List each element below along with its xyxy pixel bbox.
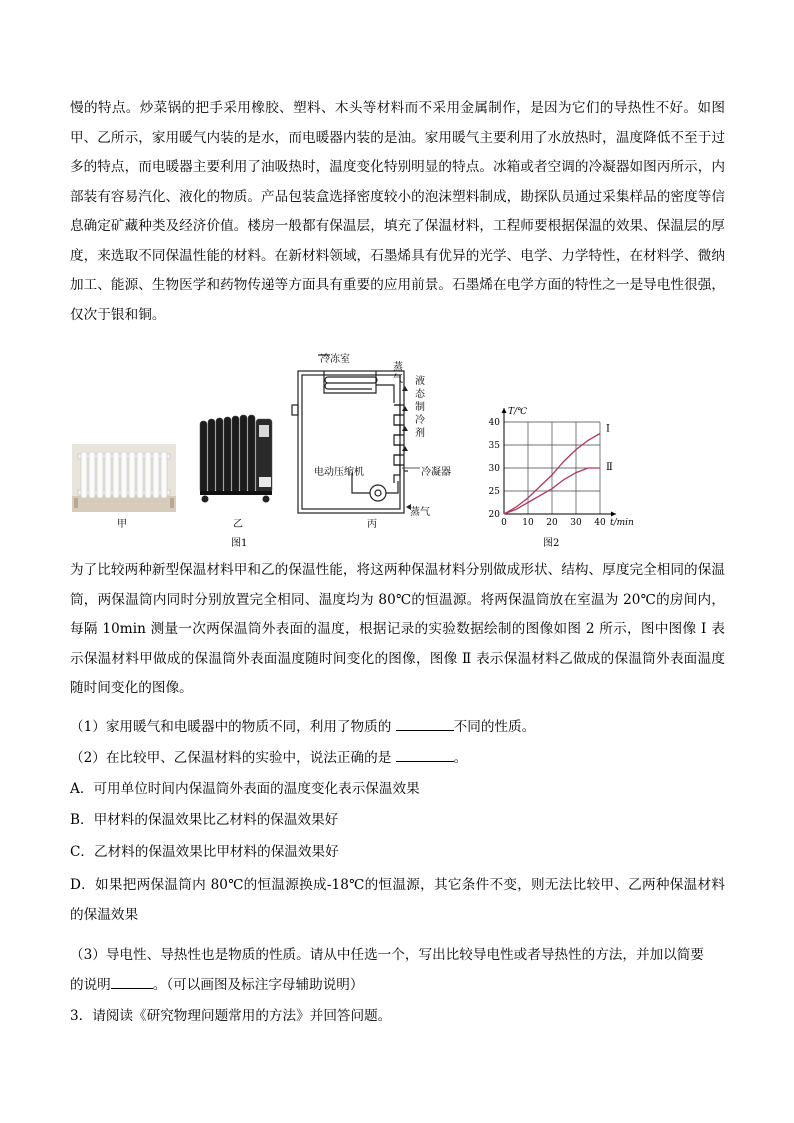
answer-blank-2[interactable] <box>396 751 454 762</box>
x-tick-label: 20 <box>546 518 558 528</box>
x-tick-label: 40 <box>594 518 606 528</box>
question-1-text: （1）家用暖气和电暖器中的物质不同，利用了物质的 <box>70 719 392 735</box>
x-tick-label: 30 <box>570 518 582 528</box>
figure1-label-yi: 乙 <box>233 519 243 530</box>
option-a: A．可用单位时间内保温筒外表面的温度变化表示保温效果 <box>70 781 420 797</box>
figure1-label-bing: 丙 <box>367 519 377 530</box>
x-axis-arrow <box>611 512 616 517</box>
y-tick-label: 35 <box>488 441 500 451</box>
option-c: C．乙材料的保温效果比甲材料的保温效果好 <box>70 844 339 860</box>
answer-blank-1[interactable] <box>396 720 454 731</box>
fridge-label-steam-bottom: 蒸气 <box>410 507 430 518</box>
question-2-text: （2）在比较甲、乙保温材料的实验中，说法正确的是 <box>70 750 392 766</box>
oil-heater-image <box>196 413 280 505</box>
option-d: D．如果把两保温筒内 80℃的恒温源换成-18℃的恒温源，其它条件不变，则无法比较甲、乙两种保温材料的保温效果 <box>70 877 725 923</box>
y-tick-label: 30 <box>488 464 500 474</box>
question-2-tail: 。 <box>453 750 468 766</box>
fridge-diagram <box>290 347 460 517</box>
question-next: 3．请阅读《研究物理问题常用的方法》并回答问题。 <box>70 1008 392 1024</box>
radiator-image <box>72 444 176 512</box>
question-3-tail: 。（可以画图及标注字母辅助说明） <box>152 977 364 993</box>
y-tick-label: 40 <box>488 418 500 428</box>
question-2 <box>70 746 467 766</box>
series-label-2: Ⅱ <box>606 462 613 473</box>
fridge-label-condenser: 冷凝器 <box>421 467 451 478</box>
figure1-caption: 图1 <box>231 538 248 549</box>
fridge-label-liquid-refrigerant: 液态制冷剂 <box>415 376 425 439</box>
experiment-paragraph: 为了比较两种新型保温材料甲和乙的保温性能，将这两种保温材料分别做成形状、结构、厚度完全相同的保温筒，两保温筒内同时分别放置完全相同、温度均为 80℃的恒温源。将两保温筒放在室温为 20℃的房间内，每隔 10min 测量一次两保温筒外表面的温度，根据记录的实验数据绘制的图像如图 2 所示，图中图像 Ⅰ 表示保温材料甲做成的保温筒外表面温度随时间变化的图像，图像 Ⅱ 表示保温材料乙做成的保温筒外表面温度随时间变化的图像。 <box>70 562 725 696</box>
fridge-label-freezer: 冷冻室 <box>320 354 350 365</box>
question-1-tail: 不同的性质。 <box>453 719 536 735</box>
y-tick-label: 25 <box>488 487 500 497</box>
figure1-label-jia: 甲 <box>117 519 127 530</box>
fridge-label-compressor: 电动压缩机 <box>314 467 364 478</box>
answer-blank-3[interactable] <box>111 978 153 989</box>
figure2-caption: 图2 <box>543 538 560 549</box>
y-axis-arrow <box>502 408 507 413</box>
temperature-chart <box>474 398 634 532</box>
question-1 <box>70 715 535 735</box>
option-b: B．甲材料的保温效果比乙材料的保温效果好 <box>70 812 339 828</box>
x-axis-label: t/min <box>610 518 634 528</box>
x-tick-label: 10 <box>522 518 534 528</box>
series-label-1: Ⅰ <box>606 423 610 435</box>
fridge-label-steam-top: 蒸气 <box>393 362 403 385</box>
question-3: （3）导电性、导热性也是物质的性质。请从中任选一个，写出比较导电性或者导热性的方法，并加以简要 <box>70 947 704 963</box>
y-tick-label: 20 <box>488 510 500 520</box>
question-3-text: 的说明 <box>70 977 111 993</box>
y-axis-label: T/℃ <box>508 407 528 417</box>
question-3-line2 <box>70 973 363 993</box>
x-tick-label: 0 <box>501 518 507 528</box>
intro-paragraph: 慢的特点。炒菜锅的把手采用橡胶、塑料、木头等材料而不采用金属制作，是因为它们的导热性不好。如图甲、乙所示，家用暖气内装的是水，而电暖器内装的是油。家用暖气主要利用了水放热时，温度降低不至于过多的特点，而电暖器主要利用了油吸热时，温度变化特别明显的特点。冰箱或者空调的冷凝器如图丙所示，内部装有容易汽化、液化的物质。产品包装盒选择密度较小的泡沫塑料制成，勘探队员通过采集样品的密度等信息确定矿藏种类及经济价值。楼房一般都有保温层，填充了保温材料，工程师要根据保温的效果、保温层的厚度，来选取不同保温性能的材料。在新材料领域，石墨烯具有优异的光学、电学、力学特性，在材料学、微纳加工、能源、生物医学和药物传递等方面具有重要的应用前景。石墨烯在电学方面的特性之一是导电性很强，仅次于银和铜。 <box>70 100 725 323</box>
